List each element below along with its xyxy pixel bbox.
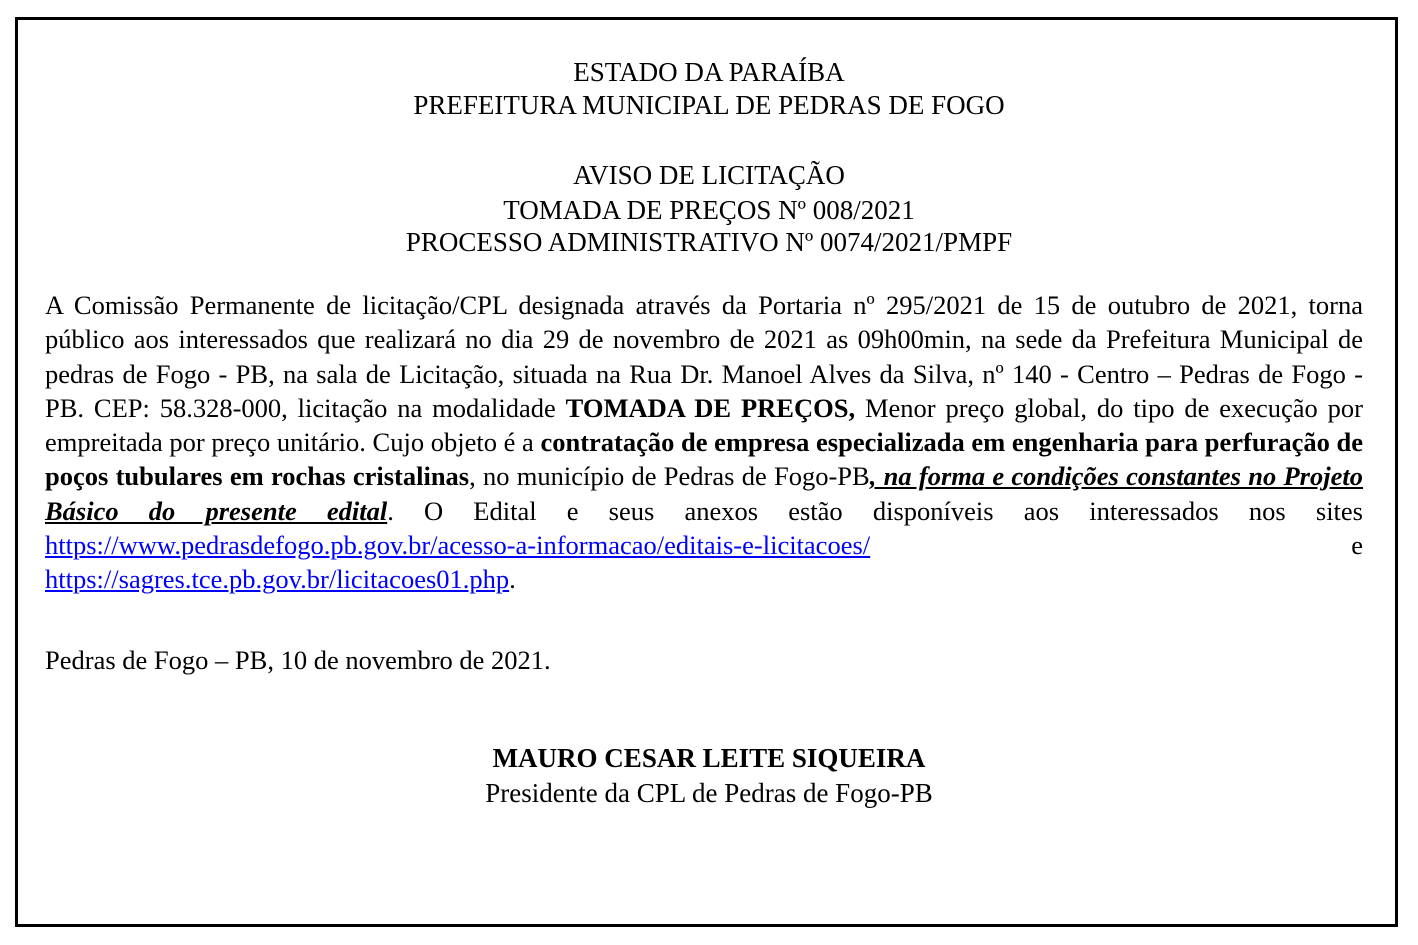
link-pedras-de-fogo-editais[interactable]: https://www.pedrasdefogo.pb.gov.br/acesso-a-informacao/editais-e-licitacoes/: [45, 530, 871, 561]
body-text-part3: , no município de Pedras de Fogo-PB: [469, 461, 870, 492]
body-modality-bold: TOMADA DE PREÇOS,: [565, 392, 856, 423]
link-sagres-tce[interactable]: https://sagres.tce.pb.gov.br/licitacoes01.php: [45, 564, 510, 595]
body-text-part1: A Comissão Permanente de licitação/CPL designada através da Portaria nº 295/2021 de 15 de outubro de 2021, torna público aos interessados que realizará no dia 29 de novembro de 2021 as 09h00min, na sede da Prefeitura Municipal de pedras de Fogo - PB, na sala de Licitação, situada na Rua Dr. Manoel Alves da Silva, nº 140 - Centro – Pedras de Fogo - PB. CEP: 58.328-000, licitação na modalidade: [45, 290, 1363, 423]
notice-modality: TOMADA DE PREÇOS Nº 008/2021: [503, 195, 915, 225]
notice-body: [45, 288, 1363, 597]
notice-title: AVISO DE LICITAÇÃO: [573, 160, 845, 190]
signature-name: MAURO CESAR LEITE SIQUEIRA: [492, 743, 926, 773]
body-text-part6: .: [509, 564, 516, 595]
header-state: ESTADO DA PARAÍBA: [573, 57, 845, 87]
date-line: Pedras de Fogo – PB, 10 de novembro de 2021.: [45, 645, 551, 675]
header-municipality: PREFEITURA MUNICIPAL DE PEDRAS DE FOGO: [413, 90, 1005, 120]
body-object-bold: contratação de empresa especializada em engenharia para perfuração de poços tubulares em rochas cristalinas: [45, 427, 1363, 492]
body-text-part5: e: [870, 530, 1363, 561]
body-conditions: , na forma e condições constantes no Projeto Básico do presente edital: [45, 461, 1363, 526]
notice-process: PROCESSO ADMINISTRATIVO Nº 0074/2021/PMPF: [405, 227, 1013, 257]
signature-role: Presidente da CPL de Pedras de Fogo-PB: [485, 778, 933, 808]
body-text-part4: . O Edital e seus anexos estão disponíveis aos interessados nos sites: [387, 495, 1363, 526]
body-text-part2: Menor preço global, do tipo de execução por empreitada por preço unitário. Cujo objeto é a: [45, 392, 1363, 458]
